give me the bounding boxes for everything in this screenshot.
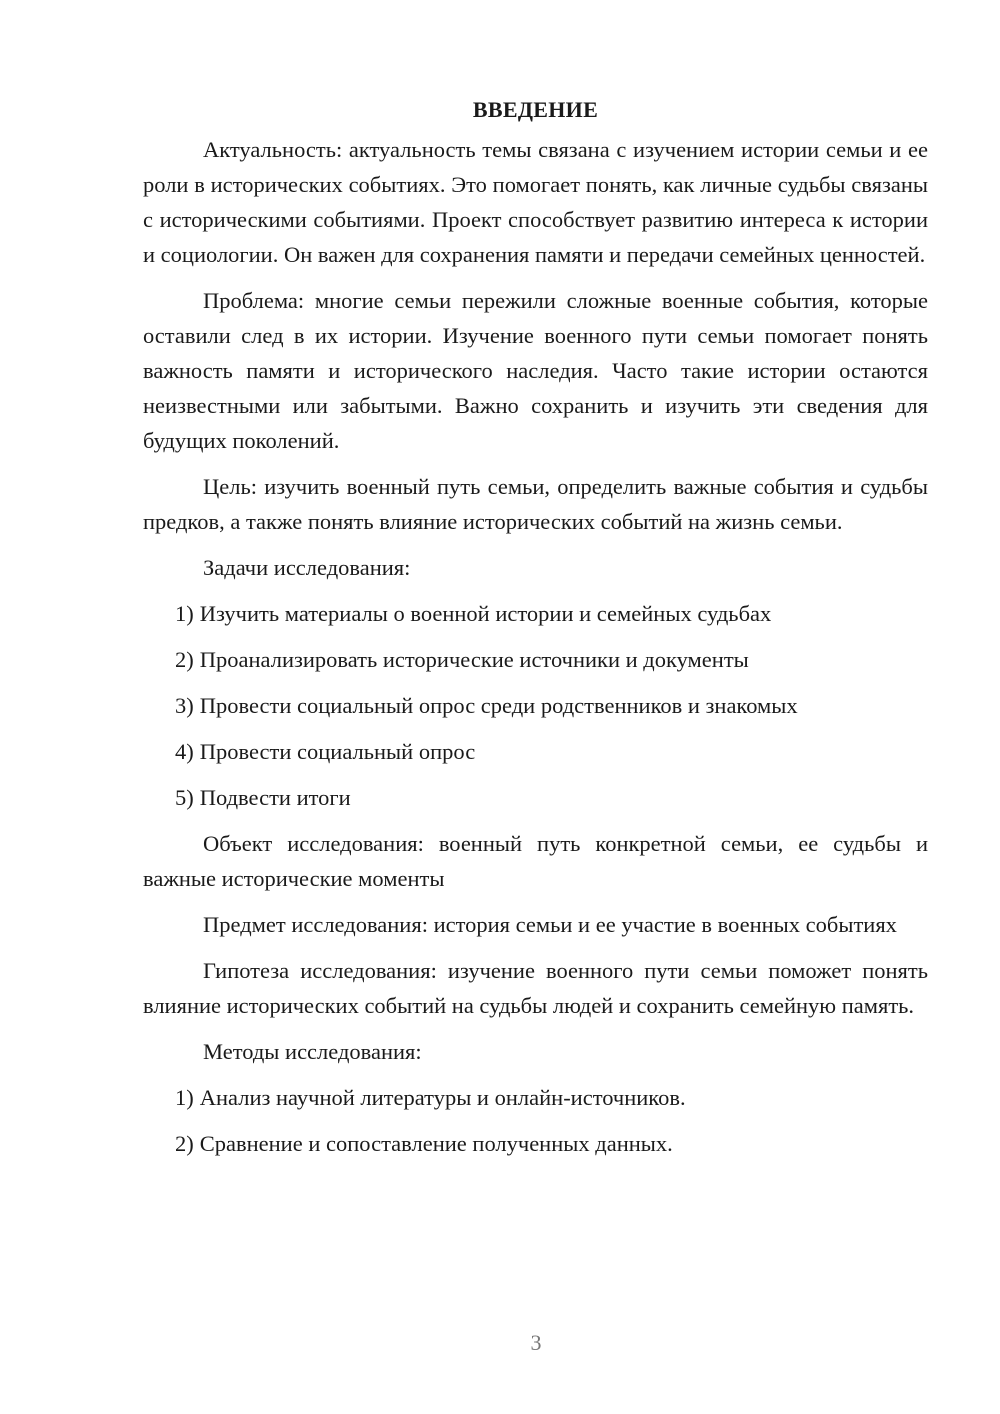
- list-item-text: Проанализировать исторические источники и документы: [199, 647, 749, 672]
- list-item-number: 5): [175, 785, 194, 810]
- list-item-text: Сравнение и сопоставление полученных данных.: [199, 1131, 673, 1156]
- list-item: [143, 734, 928, 769]
- list-item-number: 4): [175, 739, 194, 764]
- goal-paragraph: Цель: изучить военный путь семьи, определить важные события и судьбы предков, а также понять влияние исторических событий на жизнь семьи.: [143, 474, 928, 534]
- list-item-text: Подвести итоги: [199, 785, 351, 810]
- list-item-number: 2): [175, 647, 194, 672]
- list-item: [143, 1080, 928, 1115]
- tasks-heading: Задачи исследования:: [203, 555, 411, 580]
- list-item: [143, 688, 928, 723]
- list-item: [143, 596, 928, 631]
- problem-paragraph: Проблема: многие семьи пережили сложные военные события, которые оставили след в их истории. Изучение военного пути семьи помогает понять важность памяти и исторического наследия. Часто такие истории остаются неизвестными или забытыми. Важно сохранить и изучить эти сведения для будущих поколений.: [143, 288, 928, 453]
- list-item-number: 1): [175, 601, 194, 626]
- list-item-number: 1): [175, 1085, 194, 1110]
- list-item-text: Провести социальный опрос среди родственников и знакомых: [199, 693, 798, 718]
- tasks-list: [143, 596, 928, 815]
- document-page: [143, 92, 928, 1172]
- list-item-number: 3): [175, 693, 194, 718]
- list-item-text: Изучить материалы о военной истории и семейных судьбах: [199, 601, 772, 626]
- list-item-text: Провести социальный опрос: [199, 739, 476, 764]
- methods-heading: Методы исследования:: [203, 1039, 422, 1064]
- list-item: [143, 642, 928, 677]
- page-number: 3: [530, 1330, 542, 1355]
- object-paragraph: Объект исследования: военный путь конкретной семьи, ее судьбы и важные исторические моменты: [143, 831, 928, 891]
- page-title: ВВЕДЕНИЕ: [472, 97, 599, 122]
- list-item: [143, 780, 928, 815]
- methods-list: [143, 1080, 928, 1161]
- hypothesis-paragraph: Гипотеза исследования: изучение военного пути семьи поможет понять влияние исторических событий на судьбы людей и сохранить семейную память.: [143, 958, 928, 1018]
- list-item-number: 2): [175, 1131, 194, 1156]
- relevance-paragraph: Актуальность: актуальность темы связана с изучением истории семьи и ее роли в исторических событиях. Это помогает понять, как личные судьбы связаны с историческими событиями. Проект способствует развитию интереса к истории и социологии. Он важен для сохранения памяти и передачи семейных ценностей.: [143, 137, 928, 267]
- list-item-text: Анализ научной литературы и онлайн-источников.: [199, 1085, 686, 1110]
- list-item: [143, 1126, 928, 1161]
- subject-paragraph: Предмет исследования: история семьи и ее участие в военных событиях: [203, 912, 897, 937]
